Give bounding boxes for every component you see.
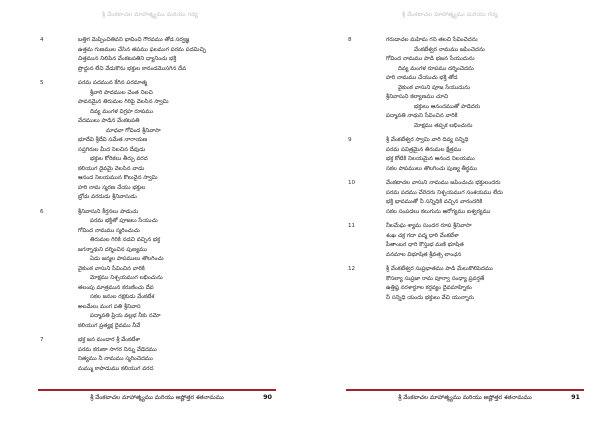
verse-line: ఉత్తమ గుణముల చేసిన తపము ఫలముగ పరమ పదమిచ్చి xyxy=(78,46,206,53)
page-number: 90 xyxy=(263,393,272,401)
verse-line: శంఖ చక్ర గదా పద్మ ధారి వేంకటేశా xyxy=(386,232,459,239)
verse-line: పావనమైన తిరుమల గిరిపై వెలసిన స్వామి xyxy=(78,99,169,105)
verse-line: భక్తుల కోరికలు తీర్చు వరద xyxy=(90,156,148,162)
verse-line: మోక్షము నిశ్చయముగ లభించును xyxy=(90,275,163,281)
verse-line: మమ్ము కాపాడుము కలియుగ వరద xyxy=(78,365,154,372)
verse-line: భక్త కోటికి నిలయమైన ఆనంద నిలయము xyxy=(386,156,475,162)
footer-title: శ్రీ వేంకటాచల మాహాత్మ్యము మరియు అష్టోత్తర శతనామము xyxy=(398,395,532,401)
running-header: శ్రీ వేంకటాచల మాహాత్మ్యము మరియు గద్య xyxy=(102,12,198,18)
verse-line: నిత్యము నీ నామము స్మరించెదము xyxy=(78,356,153,362)
verse-line: సకల సంపదలు కలుగును ఆరోగ్యము ఐశ్వర్యము xyxy=(386,208,491,215)
right-page xyxy=(300,0,600,424)
verse-block xyxy=(40,208,280,332)
page-body xyxy=(40,36,280,374)
footer-rule xyxy=(346,389,584,391)
verse-block xyxy=(40,336,280,374)
verse-line: వేదములు పాడిన వేంకటపతి xyxy=(78,118,140,124)
verse-line: జగన్నాథుని దర్శించిన పుణ్యము xyxy=(78,246,148,253)
footer-title: శ్రీ వేంకటాచల మాహాత్మ్యము మరియు అష్టోత్తర శతనామము xyxy=(90,395,224,401)
verse-block xyxy=(348,265,582,303)
running-header: శ్రీ వేంకటాచల మాహాత్మ్యము మరియు గద్య xyxy=(402,12,498,18)
verse-line: కలియుగ దైవమై వెలసిన వాడు xyxy=(78,165,145,172)
verse-line: చిత్తమున నిలిపిన వేంకటపతిని ధ్యానించు భక్తి xyxy=(78,56,177,62)
verse-line: ప్రొద్దున లేచి వేడుకొను భక్తుల కానందమొసగిన దేవ xyxy=(78,65,187,72)
verse-line: శ్రీ వేంకటేశ్వర సుప్రభాతము పాడి మేలుకొలిపెదము xyxy=(386,266,493,272)
verse-line: సకల జనుల రక్షకుడు వేంకటేశ xyxy=(90,294,155,300)
verse-block xyxy=(348,36,582,131)
verse-line: శ్రీ వేంకటేశ్వర స్వామి వారి దివ్య సన్నిధి xyxy=(386,137,469,143)
page-footer xyxy=(38,389,276,405)
verse-line: గోవింద నామము స్మరించుచు xyxy=(78,227,140,234)
verse-line: పరమ భక్తితో పూజలు సేయుచు xyxy=(90,218,158,224)
verse-line: అలమేలు మంగ పతి శ్రీనివాస xyxy=(78,303,141,310)
verse-line: ఉత్తిష్ఠ నరశార్దూల కర్తవ్యం దైవమాహ్నికం xyxy=(386,285,472,291)
verse-line: సప్తగిరుల మీద నిలచిన దేవుడు xyxy=(78,146,146,153)
verse-line: మోక్షము తప్పక లభించును xyxy=(414,122,473,129)
verse-block xyxy=(348,179,582,217)
verse-number: 6 xyxy=(40,208,44,215)
verse-line: ఆనంద నిలయమున కొలువైన స్వామి xyxy=(78,175,158,181)
verse-line: హరి నామము చేయుచు భక్తి తోడ xyxy=(386,75,458,81)
verse-number: 10 xyxy=(348,180,356,186)
page-number: 91 xyxy=(571,393,580,401)
verse-line: భూదేవి శ్రీదేవి సమేత నారాయణ xyxy=(78,137,148,143)
verse-line: బ్రోచు వరదుడు శ్రీనివాసుడు xyxy=(78,194,137,200)
verse-line: భక్తులు ఆనందముతో పాడెదరు xyxy=(414,103,481,110)
verse-line: సకల పాపములు తొలగించు పుణ్య తీర్థము xyxy=(386,165,478,172)
verse-line: వైకుంఠ వాసుని సేవించిన వారికి xyxy=(78,265,145,272)
footer-rule xyxy=(38,389,276,391)
page-footer xyxy=(346,389,584,405)
verse-line: ఏడు జన్మల పాపములు తొలగించు xyxy=(90,256,164,262)
verse-line: వైకుంఠ వాసుని పూజ సేయుదును xyxy=(398,84,471,91)
verse-line: బత్తిగ మెప్పించితివని భావించి గౌరవము తోడ సర్వజ్ఞ xyxy=(78,37,190,43)
verse-line: దివ్య మంగళ రూపము దర్శించెదను xyxy=(398,65,474,72)
verse-number: 4 xyxy=(40,37,44,43)
verse-line: గోవింద నామము పాడి భజన సేయుదును xyxy=(386,56,475,62)
verse-line: వేంకటేశ్వర నామము జపించెదను xyxy=(414,46,485,53)
verse-line: పరమ పదమున కేగిన పరమాత్మ xyxy=(78,80,147,86)
verse-line: పరమ పదము చేరెదరు నిశ్చయముగ సంశయము లేదు xyxy=(386,189,503,196)
verse-number: 8 xyxy=(348,37,352,43)
verse-line: మాధవా గోవింద శ్రీనివాసా xyxy=(106,127,161,134)
verse-line: తిరుమల గిరికి నడచి వచ్చిన భక్త xyxy=(90,237,161,243)
verse-line: తలంపు మాత్రమున కరుణించు దేవ xyxy=(78,284,154,291)
verse-number: 11 xyxy=(348,223,356,229)
verse-line: వనమాల విభూషిత శ్రీవత్స లాంఛన xyxy=(386,251,462,258)
verse-number: 5 xyxy=(40,80,44,86)
page-body xyxy=(348,36,582,303)
verse-line: కౌసల్యా సుప్రజా రామ పూర్వా సంధ్యా ప్రవర్తతే xyxy=(386,275,485,282)
verse-block xyxy=(40,36,280,74)
verse-line: కలియుగ ప్రత్యక్ష దైవము నీవే xyxy=(78,322,141,329)
verse-line: పీతాంబర ధారి కౌస్తుభ మణి భూషిత xyxy=(386,242,464,248)
verse-block xyxy=(348,136,582,174)
verse-line: హరి నామ స్మరణ చేయు భక్తుల xyxy=(78,184,146,191)
verse-line: పద్మావతి ప్రియ వల్లభ నీకు నమో xyxy=(90,313,161,319)
verse-number: 12 xyxy=(348,266,356,272)
verse-number: 9 xyxy=(348,137,352,143)
verse-line: గరుడాచల మహిమ గని తలచి సేవించెదను xyxy=(386,37,478,43)
verse-number: 7 xyxy=(40,337,44,343)
verse-line: నీలమేఘ శ్యామ సుందర రూప శ్రీనివాసా xyxy=(386,223,472,229)
verse-block xyxy=(40,79,280,203)
verse-line: శ్రీనివాసుని కల్యాణము చూచి xyxy=(386,94,449,100)
verse-line: పద్మావతి నాథుని సేవించిన వారికి xyxy=(386,113,458,119)
verse-line: దివ్య మంగళ విగ్రహ రూపము xyxy=(90,108,154,115)
verse-block xyxy=(348,222,582,260)
verse-line: వేంకటాచల వాసుని నామము జపించుచు భక్తులందరు xyxy=(386,180,501,186)
verse-line: భక్తి భావముతో నీ సన్నిధికి వచ్చిన వారందరికి xyxy=(386,199,483,205)
verse-line: పరమ పవిత్రమైన తిరుమల క్షేత్రము xyxy=(386,146,462,153)
verse-line: శ్రీనివాసుని కీర్తనలు పాడుచు xyxy=(78,208,139,215)
verse-line: పరమ కరుణా సాగర నిన్ను వేడెదము xyxy=(78,346,157,353)
verse-line: నీ సన్నిధి యందు భక్తులు వేచి యున్నారు xyxy=(386,294,474,301)
verse-line: భక్త జన మందార శ్రీ వేంకటేశా xyxy=(78,337,141,343)
verse-line: శ్రీవారి పాదముల చెంత నిలచి xyxy=(90,89,153,96)
